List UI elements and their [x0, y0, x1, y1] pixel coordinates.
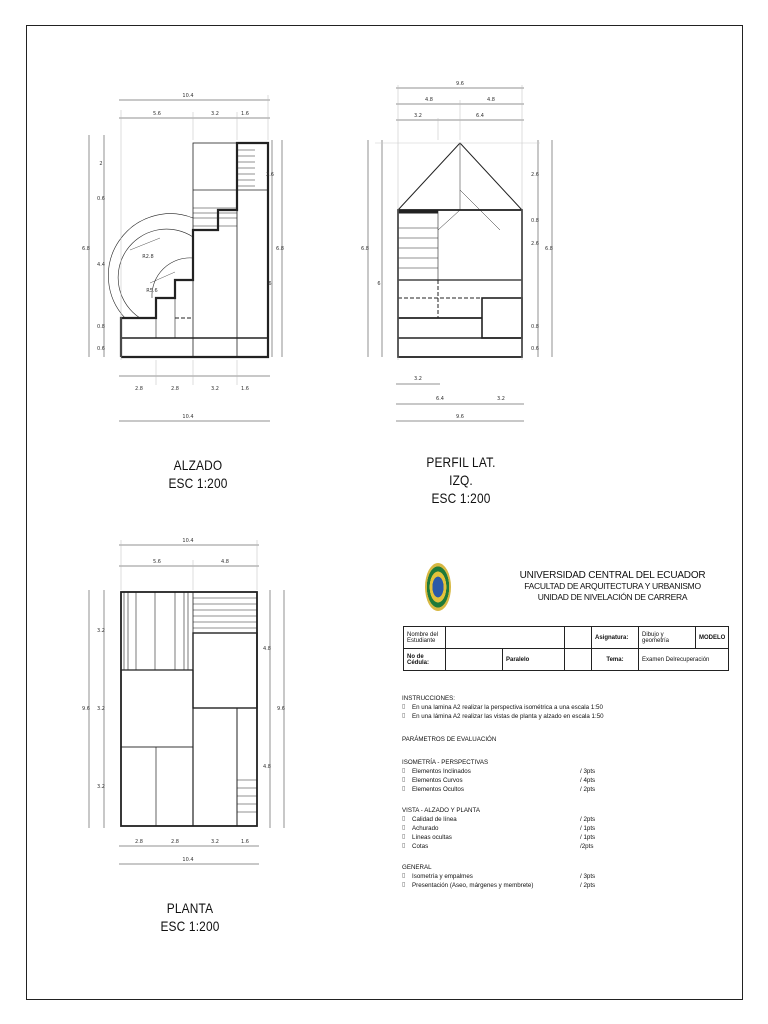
dim-text: 2.6 — [531, 172, 539, 178]
dim-text: 9.6 — [456, 81, 464, 87]
dim-text: 6 — [268, 281, 272, 287]
instruction-item: ▯ En una lamina A2 realizar la perspectiva isométrica a una escala 1:50 — [402, 704, 603, 711]
criteria-item: ▯ Calidad de línea / 2pts — [402, 816, 596, 823]
dim-text: 3.2 — [97, 784, 105, 790]
criteria-item: ▯ Cotas /2pts — [402, 843, 594, 850]
bullet-icon: ▯ — [402, 777, 406, 783]
criteria-item: ▯ Líneas ocultas / 1pts — [402, 834, 596, 841]
title-block-header — [505, 570, 720, 603]
faculty-name: FACULTAD DE ARQUITECTURA Y URBANISMO — [524, 581, 701, 591]
bullet-icon: ▯ — [402, 768, 406, 774]
dim-text: 2.6 — [266, 172, 274, 178]
criteria-item: ▯ Elementos Curvos / 4pts — [402, 777, 596, 784]
bullet-icon: ▯ — [402, 786, 406, 792]
dim-text: 6.8 — [545, 246, 553, 252]
dim-text: 10.4 — [182, 857, 194, 863]
dim-text: 6.4 — [476, 113, 484, 119]
dim-text: R2.8 — [142, 254, 154, 260]
bullet-icon: ▯ — [402, 825, 406, 831]
dim-text: R5.6 — [146, 288, 158, 294]
student-field-ext[interactable] — [565, 627, 592, 649]
dim-text: 2.8 — [135, 839, 143, 845]
params-heading: PARÁMETROS DE EVALUACIÓN — [402, 736, 497, 743]
criteria-item: ▯ Elementos Inclinados / 3pts — [402, 768, 596, 775]
dim-text: 3.2 — [211, 111, 219, 117]
dim-text: 3.2 — [414, 113, 422, 119]
criteria-item: ▯ Achurado / 1pts — [402, 825, 596, 832]
criteria-item: ▯ Elementos Ocultos / 2pts — [402, 786, 596, 793]
bullet-icon: ▯ — [402, 816, 406, 822]
student-form — [403, 626, 729, 671]
view-scale: ESC 1:200 — [168, 475, 228, 491]
dim-text: 0.8 — [531, 324, 539, 330]
subject-value: Dibujo y geometría — [639, 627, 696, 649]
group-heading: GENERAL — [402, 864, 432, 871]
instructions — [402, 694, 702, 890]
dim-text: 10.4 — [182, 414, 194, 420]
dim-text: 4.8 — [487, 97, 495, 103]
dim-text: 0.6 — [531, 346, 539, 352]
student-field[interactable] — [446, 627, 565, 649]
dim-text: 5.6 — [153, 559, 161, 565]
bullet-icon: ▯ — [402, 713, 406, 719]
dim-text: 6.8 — [361, 246, 369, 252]
unit-name: UNIDAD DE NIVELACIÓN DE CARRERA — [537, 592, 688, 602]
dim-text: 0.8 — [97, 324, 105, 330]
perfil-view — [368, 85, 552, 421]
view-scale: ESC 1:200 — [160, 918, 220, 934]
dim-text: 6.8 — [276, 246, 284, 252]
dim-text: 9.6 — [277, 706, 285, 712]
model-label: MODELO — [696, 627, 729, 649]
dim-text: 3.2 — [211, 386, 219, 392]
view-title: PERFIL LAT. IZQ. — [426, 454, 496, 488]
bullet-icon: ▯ — [402, 873, 406, 879]
dim-text: 3.2 — [414, 376, 422, 382]
dim-text: 6 — [377, 281, 381, 287]
dim-text: 1.6 — [241, 111, 249, 117]
dim-text: 0.6 — [97, 196, 105, 202]
dim-text: 10.4 — [182, 538, 194, 544]
planta-title — [149, 899, 231, 935]
dim-text: 2 — [99, 161, 103, 167]
bullet-icon: ▯ — [402, 843, 406, 849]
topic-label: Tema: — [592, 649, 639, 671]
parallel-field[interactable] — [565, 649, 592, 671]
dim-text: 3.2 — [97, 706, 105, 712]
bullet-icon: ▯ — [402, 834, 406, 840]
dim-text: 2.8 — [171, 386, 179, 392]
view-title: PLANTA — [166, 900, 214, 916]
dim-text: 4.8 — [425, 97, 433, 103]
view-scale: ESC 1:200 — [431, 490, 491, 506]
dim-text: 4.8 — [263, 764, 271, 770]
bullet-icon: ▯ — [402, 704, 406, 710]
dim-text: 4.8 — [263, 646, 271, 652]
id-label: No de Cédula: — [404, 649, 446, 671]
dim-text: 1.6 — [241, 839, 249, 845]
group-heading: ISOMETRÍA - PERSPECTIVAS — [402, 759, 489, 766]
dim-text: 1.6 — [241, 386, 249, 392]
dim-text: 3.2 — [97, 628, 105, 634]
instruction-item: ▯ En una lámina A2 realizar las vistas de planta y alzado en escala 1:50 — [402, 713, 604, 720]
alzado-view — [89, 95, 282, 421]
parallel-label: Paralelo — [503, 649, 565, 671]
view-title: ALZADO — [173, 457, 223, 473]
university-seal-icon — [425, 563, 451, 611]
dim-text: 0.6 — [97, 346, 105, 352]
dim-text: 5.6 — [153, 111, 161, 117]
dim-text: 2.6 — [531, 241, 539, 247]
perfil-title — [413, 453, 508, 507]
dim-text: 3.2 — [211, 839, 219, 845]
dim-text: 4.8 — [221, 559, 229, 565]
alzado-title — [157, 456, 239, 492]
dim-text: 10.4 — [182, 93, 194, 99]
id-field[interactable] — [446, 649, 503, 671]
dim-text: 2.8 — [171, 839, 179, 845]
subject-label: Asignatura: — [592, 627, 639, 649]
university-name: UNIVERSIDAD CENTRAL DEL ECUADOR — [519, 570, 706, 581]
dim-text: 4.4 — [97, 262, 105, 268]
dim-text: 2.8 — [135, 386, 143, 392]
dim-text: 0.8 — [531, 218, 539, 224]
dim-text: 6.8 — [82, 246, 90, 252]
student-label: Nombre del Estudiante — [404, 627, 446, 649]
dim-text: 6.4 — [436, 396, 444, 402]
criteria-item: ▯ Isometría y empalmes / 3pts — [402, 873, 596, 880]
planta-view — [89, 540, 284, 864]
instructions-heading: INSTRUCCIONES: — [402, 695, 455, 702]
criteria-item: ▯ Presentación (Aseo, márgenes y membrete) / 2pts — [402, 882, 596, 889]
dim-text: 9.6 — [82, 706, 90, 712]
group-heading: VISTA - ALZADO Y PLANTA — [402, 807, 480, 814]
topic-value: Examen Delrecuperación — [639, 649, 729, 671]
bullet-icon: ▯ — [402, 882, 406, 888]
dim-text: 3.2 — [497, 396, 505, 402]
dim-text: 9.6 — [456, 414, 464, 420]
